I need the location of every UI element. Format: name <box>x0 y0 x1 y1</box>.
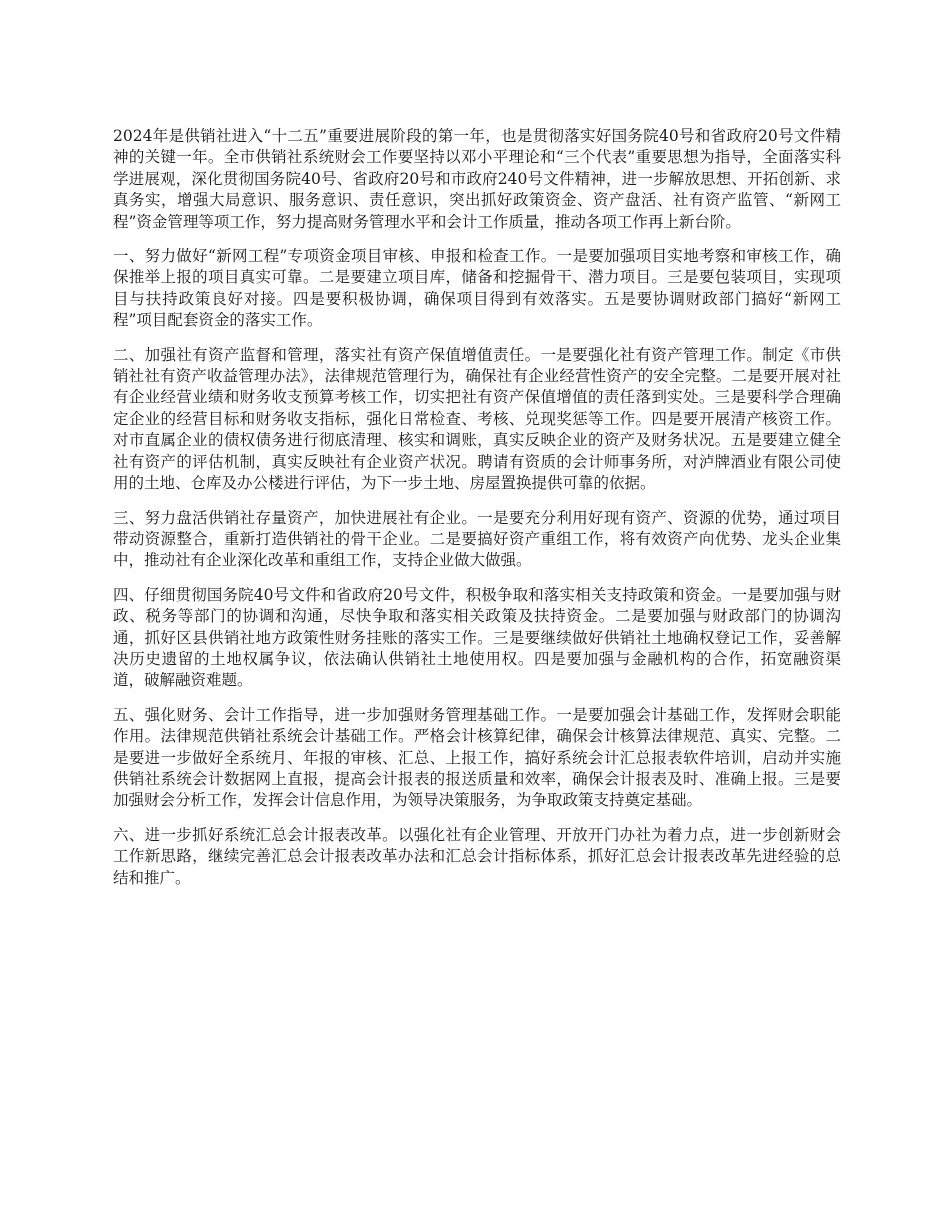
section-2-paragraph: 二、加强社有资产监督和管理，落实社有资产保值增值责任。一是要强化社有资产管理工作。制定《市供销社社有资产收益管理办法》，法律规范管理行为，确保社有企业经营性资产的安全完整。二是要开展对社有企业经营业绩和财务收支预算考核工作，切实把社有资产保值增值的责任落到实处。三是要科学合理确定企业的经营目标和财务收支指标，强化日常检查、考核、兑现奖惩等工作。四是要开展清产核资工作。对市直属企业的债权债务进行彻底清理、核实和调账，真实反映企业的资产及财务状况。五是要建立健全社有资产的评估机制，真实反映社有企业资产状况。聘请有资质的会计师事务所，对泸牌酒业有限公司使用的土地、仓库及办公楼进行评估，为下一步土地、房屋置换提供可靠的依据。 <box>113 345 841 493</box>
section-1-paragraph: 一、努力做好“新网工程”专项资金项目审核、申报和检查工作。一是要加强项目实地考察和审核工作，确保推举上报的项目真实可靠。二是要建立项目库，储备和挖掘骨干、潜力项目。三是要包装项目，实现项目与扶持政策良好对接。四是要积极协调，确保项目得到有效落实。五是要协调财政部门搞好“新网工程”项目配套资金的落实工作。 <box>113 247 841 330</box>
intro-paragraph: 2024年是供销社进入“十二五”重要进展阶段的第一年，也是贯彻落实好国务院40号和省政府20号文件精神的关键一年。全市供销社系统财会工作要坚持以邓小平理论和“三个代表”重要思想为指导，全面落实科学进展观，深化贯彻国务院40号、省政府20号和市政府240号文件精神，进一步解放思想、开拓创新、求真务实，增强大局意识、服务意识、责任意识，突出抓好政策资金、资产盘活、社有资产监管、“新网工程”资金管理等项工作，努力提高财务管理水平和会计工作质量，推动各项工作再上新台阶。 <box>113 127 841 231</box>
section-5-paragraph: 五、强化财务、会计工作指导，进一步加强财务管理基础工作。一是要加强会计基础工作，发挥财会职能作用。法律规范供销社系统会计基础工作。严格会计核算纪律，确保会计核算法律规范、真实、完整。二是要进一步做好全系统月、年报的审核、汇总、上报工作，搞好系统会计汇总报表软件培训，启动并实施供销社系统会计数据网上直报，提高会计报表的报送质量和效率，确保会计报表及时、准确上报。三是要加强财会分析工作，发挥会计信息作用，为领导决策服务，为争取政策支持奠定基础。 <box>113 705 841 810</box>
section-6-paragraph: 六、进一步抓好系统汇总会计报表改革。以强化社有企业管理、开放开门办社为着力点，进一步创新财会工作新思路，继续完善汇总会计报表改革办法和汇总会计指标体系，抓好汇总会计报表改革先进经验的总结和推广。 <box>113 825 841 887</box>
section-3-paragraph: 三、努力盘活供销社存量资产，加快进展社有企业。一是要充分利用好现有资产、资源的优势，通过项目带动资源整合，重新打造供销社的骨干企业。二是要搞好资产重组工作，将有效资产向优势、龙头企业集中，推动社有企业深化改革和重组工作，支持企业做大做强。 <box>113 508 841 570</box>
document-body <box>113 126 841 902</box>
section-4-paragraph: 四、仔细贯彻国务院40号文件和省政府20号文件，积极争取和落实相关支持政策和资金。一是要加强与财政、税务等部门的协调和沟通，尽快争取和落实相关政策及扶持资金。二是要加强与财政部门的协调沟通，抓好区县供销社地方政策性财务挂账的落实工作。三是要继续做好供销社土地确权登记工作，妥善解决历史遗留的土地权属争议，依法确认供销社土地使用权。四是要加强与金融机构的合作，拓宽融资渠道，破解融资难题。 <box>113 585 841 690</box>
